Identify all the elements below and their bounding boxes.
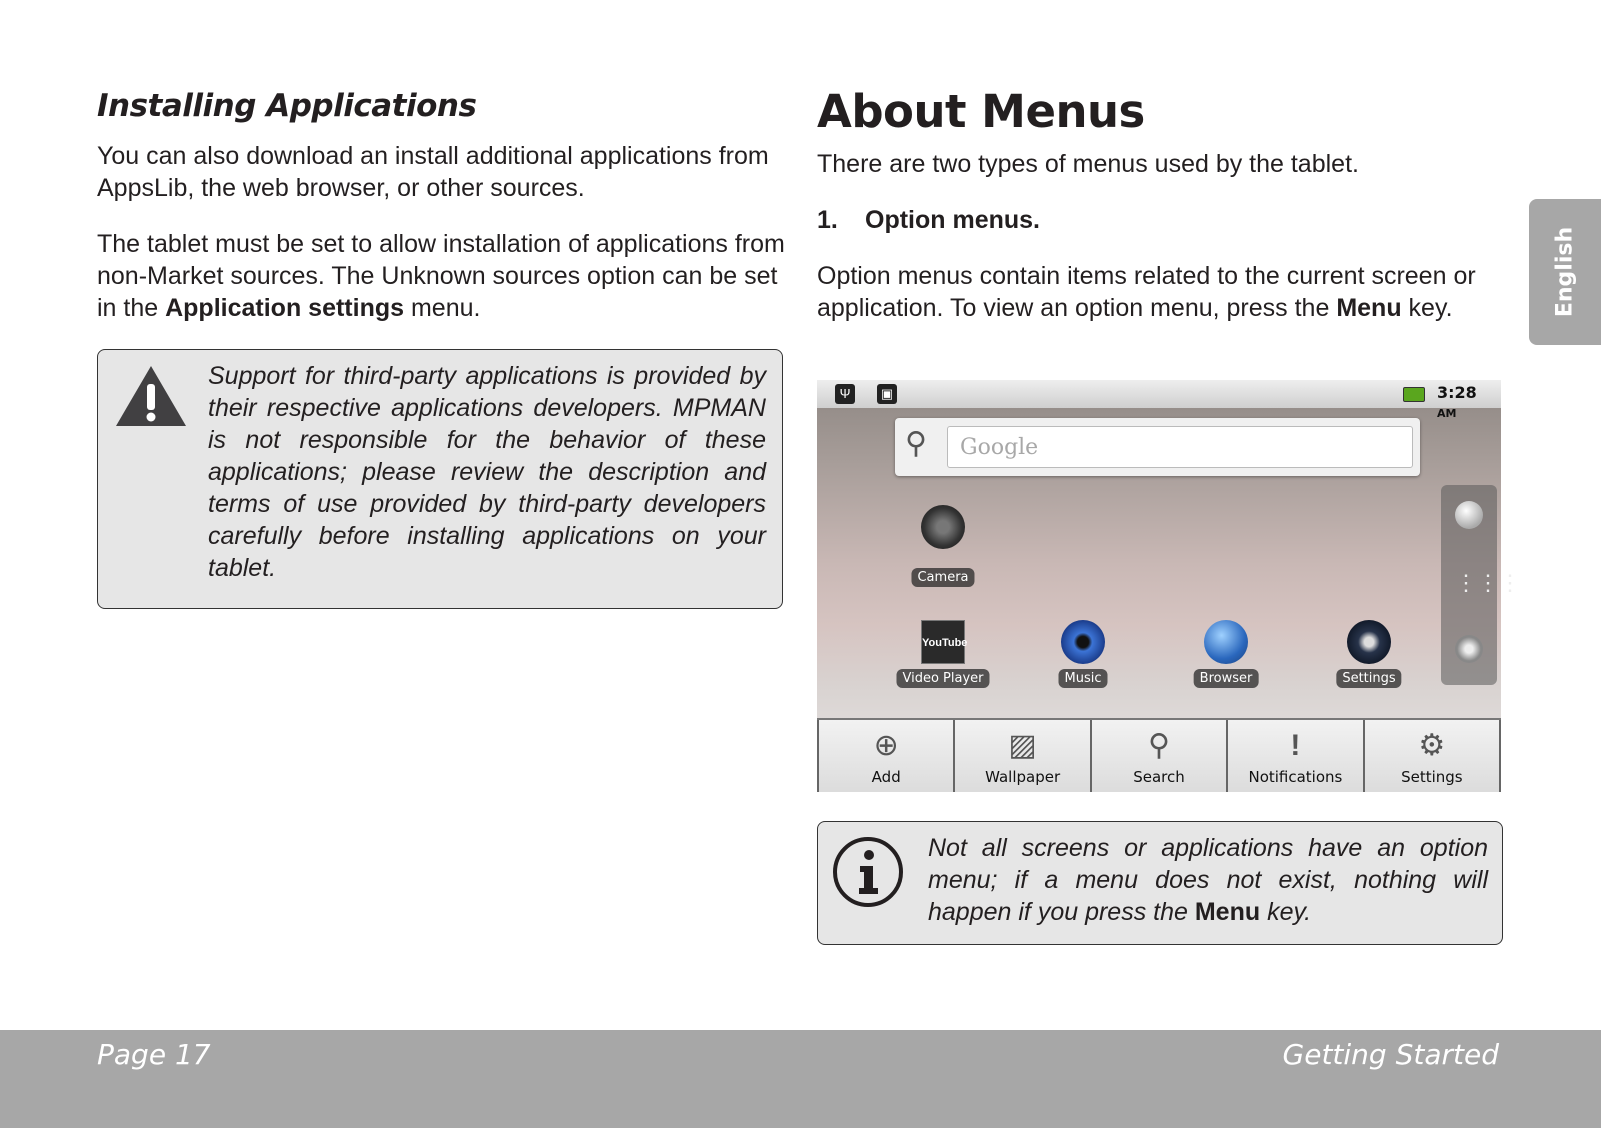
dock-browser-icon[interactable]	[1455, 501, 1483, 529]
application-settings-term: Application settings	[165, 294, 405, 322]
plus-icon: ⊕	[873, 729, 899, 762]
clock-suffix: AM	[1437, 407, 1457, 420]
globe-icon[interactable]	[1204, 620, 1248, 664]
page-footer	[0, 1030, 1601, 1128]
youtube-icon[interactable]	[921, 620, 968, 664]
page-number: Page 17	[97, 1038, 211, 1071]
android-icon: ▣	[877, 384, 897, 404]
info-menu-key-term: Menu	[1194, 898, 1261, 926]
google-search-widget[interactable]	[895, 418, 1420, 476]
info-text	[928, 832, 1488, 928]
search-icon: ⚲	[1148, 729, 1171, 762]
clock-time: 3:28	[1437, 383, 1477, 402]
list-item-label: Option menus.	[865, 206, 1040, 234]
menu-label-add: Add	[871, 768, 901, 786]
p5-start: Option menus contain items related to the current screen or application. To view an option menu, press the	[817, 262, 1476, 322]
p2-end: menu.	[404, 294, 481, 322]
app-label-music[interactable]: Music	[1059, 669, 1108, 688]
info-end: key.	[1260, 898, 1312, 926]
menu-item-settings[interactable]	[1363, 720, 1501, 792]
menu-item-search[interactable]	[1090, 720, 1226, 792]
installing-applications-heading: Installing Applications	[97, 88, 477, 124]
youtube-tile-text: YouTube	[922, 637, 968, 649]
warning-triangle-icon	[114, 364, 188, 428]
menu-item-add[interactable]	[817, 720, 953, 792]
app-label-video-player[interactable]: Video Player	[896, 669, 989, 688]
info-start: Not all screens or applications have an option menu; if a menu does not exist, nothing will happen if you press the	[928, 834, 1488, 926]
language-tab-label: English	[1552, 226, 1578, 318]
battery-icon	[1403, 387, 1425, 402]
section-name: Getting Started	[1282, 1038, 1499, 1071]
search-placeholder: Google	[960, 435, 1039, 460]
warning-text: Support for third-party applications is provided by their respective applications developers. MPMAN is not responsible for the behavior of these applications; please review the description and terms of use provided by third-party developers carefully before installing applications on your tablet.	[208, 362, 766, 582]
warning-note-box	[97, 349, 783, 609]
option-menus-paragraph	[817, 260, 1507, 324]
google-search-input[interactable]	[947, 426, 1413, 468]
list-number: 1.	[817, 206, 838, 234]
camera-icon[interactable]	[921, 505, 965, 549]
option-menus-list-item	[817, 204, 1040, 236]
unknown-sources-paragraph	[97, 228, 787, 324]
notifications-icon: !	[1290, 729, 1301, 762]
settings-icon[interactable]	[1347, 620, 1391, 664]
menu-item-wallpaper[interactable]	[953, 720, 1089, 792]
p2-start: The tablet must be set to allow installation of applications from non-Market sources. The Unknown sources option can be set in the	[97, 230, 785, 322]
install-paragraph: You can also download an install additional applications from AppsLib, the web browser, or other sources.	[97, 142, 769, 202]
menu-label-settings: Settings	[1401, 768, 1463, 786]
menu-label-notifications: Notifications	[1248, 768, 1343, 786]
music-icon[interactable]	[1061, 620, 1105, 664]
about-menus-heading: About Menus	[817, 85, 1145, 138]
app-label-browser[interactable]: Browser	[1194, 669, 1259, 688]
menu-label-wallpaper: Wallpaper	[985, 768, 1061, 786]
option-menu	[817, 718, 1501, 792]
app-label-settings[interactable]: Settings	[1336, 669, 1401, 688]
info-circle-icon	[832, 836, 904, 908]
menus-intro: There are two types of menus used by the tablet.	[817, 150, 1359, 178]
p5-end: key.	[1401, 294, 1453, 322]
gear-icon: ⚙	[1418, 729, 1446, 762]
status-clock	[1437, 383, 1501, 421]
wallpaper-icon: ▨	[1008, 729, 1037, 762]
menu-key-term: Menu	[1336, 294, 1402, 322]
info-note-box	[817, 821, 1503, 945]
menu-item-notifications[interactable]	[1226, 720, 1362, 792]
dock-phone-icon[interactable]	[1455, 635, 1483, 663]
app-drawer-icon[interactable]: ⋮⋮⋮	[1455, 570, 1521, 595]
magnifier-icon: ⚲	[905, 427, 927, 460]
language-tab	[1529, 199, 1601, 345]
usb-icon: Ψ	[835, 384, 855, 404]
menu-label-search: Search	[1133, 768, 1185, 786]
tablet-screenshot	[817, 380, 1521, 790]
launcher-dock	[1441, 485, 1521, 685]
app-label-camera[interactable]: Camera	[911, 568, 974, 587]
status-bar	[817, 380, 1501, 420]
